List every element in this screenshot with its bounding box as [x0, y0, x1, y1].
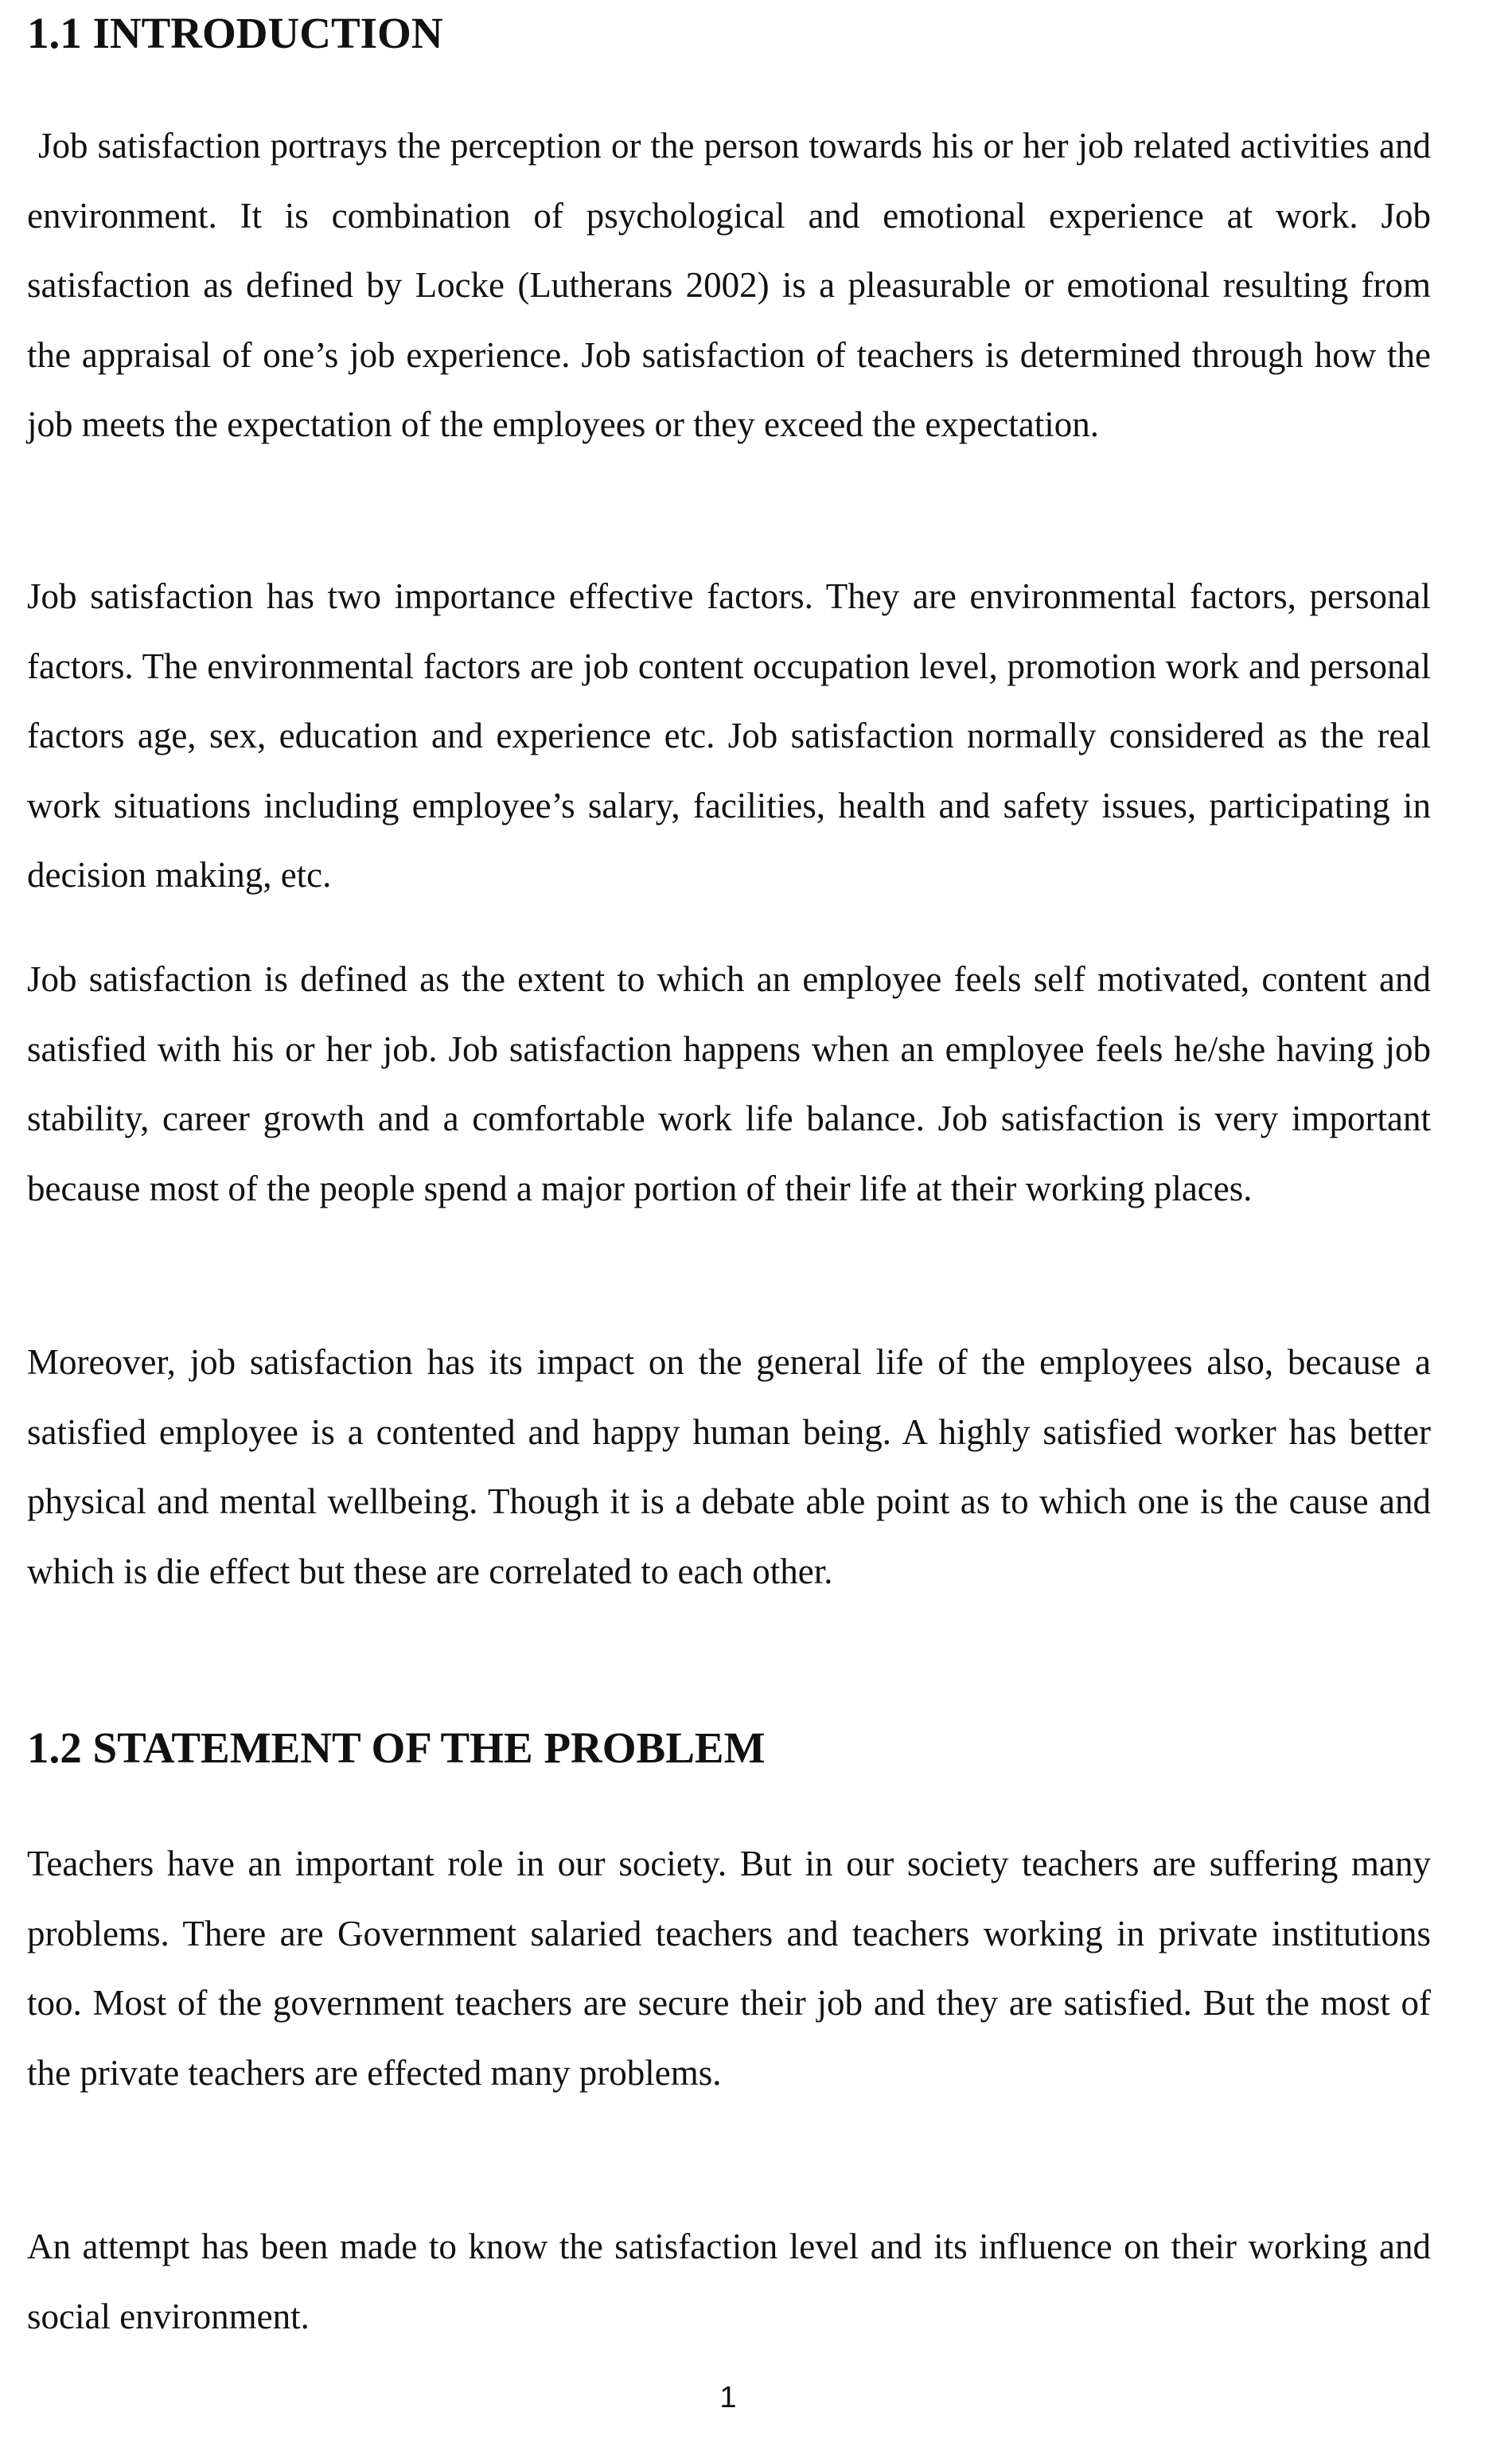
paragraph-problem-2: An attempt has been made to know the satisfaction level and its influence on their working and social environment.	[27, 2227, 1431, 2336]
page-number: 1	[719, 2381, 737, 2414]
paragraph-introduction-4: Moreover, job satisfaction has its impact on the general life of the employees also, because a satisfied employee is a contented and happy human being. A highly satisfied worker has better physical and mental wellbeing. Though it is a debate able point as to which one is the cause and which is die effect but these are correlated to each other.	[27, 1342, 1431, 1591]
paragraph-introduction-3: Job satisfaction is defined as the extent to which an employee feels self motivated, content and satisfied with his or her job. Job satisfaction happens when an employee feels he/she having job stability, career growth and a comfortable work life balance. Job satisfaction is very important because most of the people spend a major portion of their life at their working places.	[27, 959, 1431, 1208]
paragraph-introduction-2: Job satisfaction has two importance effective factors. They are environmental factors, personal factors. The environmental factors are job content occupation level, promotion work and personal factors age, sex, education and experience etc. Job satisfaction normally considered as the real work situations including employee’s salary, facilities, health and safety issues, participating in decision making, etc.	[27, 576, 1431, 895]
section-heading-introduction: 1.1 INTRODUCTION	[27, 9, 443, 57]
paragraph-introduction-1: Job satisfaction portrays the perception or the person towards his or her job related activities and environment. It is combination of psychological and emotional experience at work. Job satisfaction as defined by Locke (Lutherans 2002) is a pleasurable or emotional resulting from the appraisal of one’s job experience. Job satisfaction of teachers is determined through how the job meets the expectation of the employees or they exceed the expectation.	[27, 126, 1431, 444]
paragraph-problem-1: Teachers have an important role in our society. But in our society teachers are suffering many problems. There are Government salaried teachers and teachers working in private institutions too. Most of the government teachers are secure their job and they are satisfied. But the most of the private teachers are effected many problems.	[27, 1844, 1431, 2093]
section-heading-statement-of-problem: 1.2 STATEMENT OF THE PROBLEM	[27, 1723, 766, 1772]
